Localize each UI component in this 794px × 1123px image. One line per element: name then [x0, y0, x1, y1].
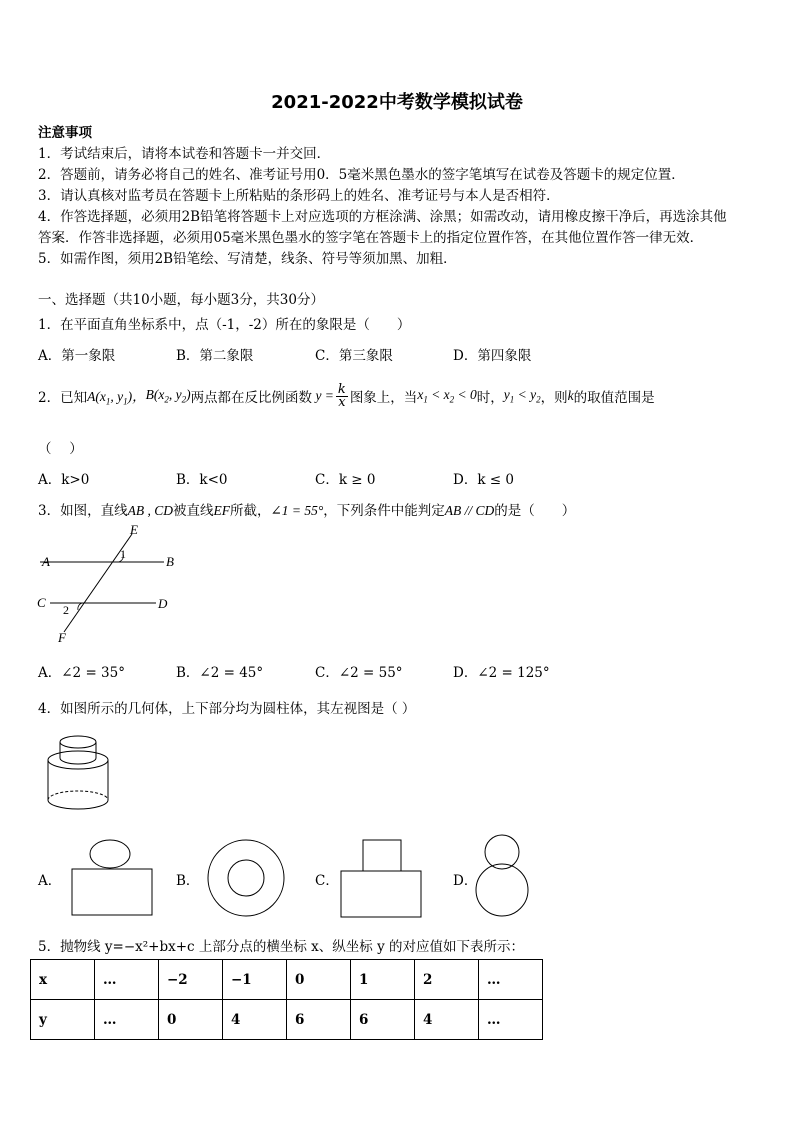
table-cell: −1 [223, 960, 287, 1000]
label-angle-1: 1 [120, 547, 126, 561]
q2-option-c: C．k ≥ 0 [315, 472, 376, 488]
q2-text-3: 图象上，当 [349, 390, 418, 406]
q1-option-b: B．第二象限 [176, 348, 254, 364]
q4-option-d-label: D． [453, 873, 478, 889]
table-row [31, 960, 543, 1000]
q1-option-a: A．第一象限 [38, 348, 116, 364]
q1-option-c: C．第三象限 [315, 348, 393, 364]
q2-condition-y: $y_1 < y_2$ [503, 387, 541, 405]
table-cell: 1 [351, 960, 415, 1000]
table-cell: … [479, 960, 543, 1000]
q2-text-5: ，则 [540, 390, 568, 406]
q5-stem: 5．抛物线 y=−x²+bx+c 上部分点的横坐标 x、纵坐标 y 的对应值如下表所示： [38, 939, 524, 955]
table-cell: 0 [159, 1000, 223, 1040]
q3-option-b: B．∠2 = 45° [176, 665, 264, 681]
q2-stem [38, 378, 655, 414]
label-a: A [42, 554, 50, 569]
notice-item-3: 3．请认真核对监考员在答题卡上所粘贴的条形码上的姓名、准考证号与本人是否相符． [38, 188, 560, 204]
q2-text-2: 两点都在反比例函数 [190, 390, 313, 406]
notice-heading: 注意事项 [38, 125, 92, 141]
table-cell: 0 [287, 960, 351, 1000]
q2-point-a: $A(x_1$, $y_1$)， [87, 389, 146, 407]
q3-option-d: D．∠2 = 125° [453, 665, 550, 681]
q2-option-b: B．k<0 [176, 472, 228, 488]
table-cell: 6 [351, 1000, 415, 1040]
label-d: D [158, 596, 168, 611]
q2-fraction: $\frac{k}{x}$ [337, 381, 346, 410]
q4-option-d-figure [474, 832, 534, 922]
q2-k: k [567, 388, 574, 403]
q2-text-1: 2．已知 [38, 390, 88, 406]
label-c: C [37, 595, 46, 610]
q3-stem: 3．如图，直线AB , CD被直线EF所截，∠1 = 55°，下列条件中能判定AB // CD的是（ ） [38, 503, 576, 519]
notice-item-4-cont: 答案．作答非选择题，必须用05毫米黑色墨水的签字笔在答题卡上的指定位置作答，在其他位置作答一律无效． [38, 230, 704, 246]
table-cell: 4 [223, 1000, 287, 1040]
notice-item-1: 1．考试结束后，请将本试卷和答题卡一并交回． [38, 146, 331, 162]
q4-stem: 4．如图所示的几何体，上下部分均为圆柱体，其左视图是（ ） [38, 701, 416, 717]
q2-text-6: 的取值范围是 [573, 390, 655, 406]
q1-option-d: D．第四象限 [453, 348, 532, 364]
q2-text-4: 时， [476, 390, 504, 406]
q1-stem: 1．在平面直角坐标系中，点（-1，-2）所在的象限是（ ） [38, 317, 411, 333]
table-cell: 2 [415, 960, 479, 1000]
table-cell: … [95, 1000, 159, 1040]
q4-option-a-label: A． [38, 873, 62, 889]
q2-option-d: D．k ≤ 0 [453, 472, 514, 488]
table-cell: −2 [159, 960, 223, 1000]
label-angle-2: 2 [63, 603, 69, 617]
q4-option-c-figure [338, 838, 424, 920]
label-e: E [130, 522, 138, 537]
table-cell: … [95, 960, 159, 1000]
table-cell: … [479, 1000, 543, 1040]
q5-table [30, 959, 543, 1040]
q4-option-a-figure [68, 838, 156, 918]
table-cell: 6 [287, 1000, 351, 1040]
table-cell: x [31, 960, 95, 1000]
q2-function: y = [315, 388, 334, 403]
label-f: F [58, 630, 66, 645]
notice-item-4: 4．作答选择题，必须用2B铅笔将答题卡上对应选项的方框涂满、涂黑；如需改动，请用橡皮擦干净后，再选涂其他 [38, 209, 727, 225]
label-b: B [166, 554, 174, 569]
q2-point-b: $B(x_2$, $y_2$) [145, 387, 191, 405]
table-cell: 4 [415, 1000, 479, 1040]
q4-solid-figure [40, 728, 120, 814]
q2-option-a: A．k>0 [38, 472, 90, 488]
notice-item-5: 5．如需作图，须用2B铅笔绘、写清楚，线条、符号等须加黑、加粗． [38, 251, 457, 267]
q2-condition-x: $x_1 < x_2 < 0$ [417, 387, 477, 405]
q3-option-a: A．∠2 = 35° [38, 665, 125, 681]
q4-option-c-label: C． [315, 873, 339, 889]
table-row [31, 1000, 543, 1040]
q4-option-b-label: B． [176, 873, 200, 889]
notice-item-2: 2．答题前，请务必将自己的姓名、准考证号用0．5毫米黑色墨水的签字笔填写在试卷及答题卡的规定位置． [38, 167, 685, 183]
q3-figure [34, 520, 184, 650]
section-heading: 一、选择题（共10小题，每小题3分，共30分） [38, 292, 324, 308]
q3-option-c: C．∠2 = 55° [315, 665, 403, 681]
q2-paren: （ ） [38, 441, 83, 457]
page-title: 2021-2022中考数学模拟试卷 [271, 92, 523, 113]
q4-option-b-figure [204, 836, 288, 920]
table-cell: y [31, 1000, 95, 1040]
